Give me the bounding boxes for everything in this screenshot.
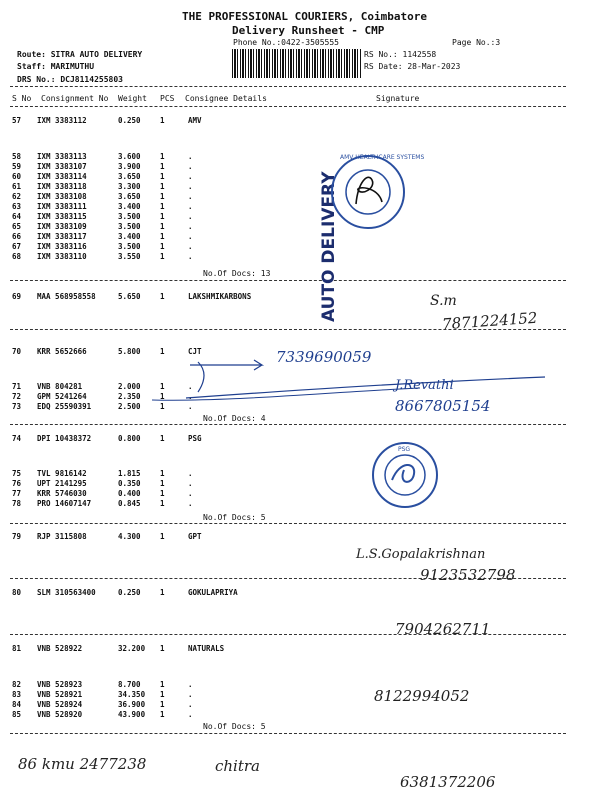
- cell-sno: 79: [12, 532, 22, 541]
- page-number: Page No.:3: [452, 38, 501, 47]
- col-consignee: Consignee Details: [185, 94, 267, 103]
- cell-pcs: 1: [160, 532, 165, 541]
- cell-wt: 4.300: [118, 532, 141, 541]
- cell-cno: IXM 3383112: [37, 116, 87, 125]
- cell-cno: IXM 3383107: [37, 162, 87, 171]
- cell-sno: 76: [12, 479, 22, 488]
- cell-wt: 2.500: [118, 402, 141, 411]
- cell-con: .: [188, 499, 193, 508]
- drs-number: DRS No.: DCJ8114255803: [17, 75, 123, 84]
- docs-count: No.Of Docs: 4: [203, 414, 266, 423]
- col-signature: Signature: [376, 94, 420, 103]
- phone-82: 8122994052: [374, 687, 470, 705]
- cell-sno: 83: [12, 690, 22, 699]
- cell-con: CJT: [188, 347, 202, 356]
- cell-wt: 34.350: [118, 690, 146, 699]
- cell-con: .: [188, 402, 193, 411]
- cell-con: .: [188, 252, 193, 261]
- cell-pcs: 1: [160, 192, 165, 201]
- cell-wt: 5.800: [118, 347, 141, 356]
- cell-con: .: [188, 479, 193, 488]
- cell-pcs: 1: [160, 499, 165, 508]
- cell-cno: IXM 3383113: [37, 152, 87, 161]
- cell-cno: GPM 5241264: [37, 392, 87, 401]
- cell-sno: 80: [12, 588, 22, 597]
- cell-wt: 0.800: [118, 434, 141, 443]
- cell-con: .: [188, 182, 193, 191]
- cell-pcs: 1: [160, 222, 165, 231]
- cell-sno: 68: [12, 252, 22, 261]
- docs-count: No.Of Docs: 5: [203, 513, 266, 522]
- cell-pcs: 1: [160, 644, 165, 653]
- cell-pcs: 1: [160, 700, 165, 709]
- cell-sno: 61: [12, 182, 22, 191]
- cell-sno: 78: [12, 499, 22, 508]
- cell-wt: 2.350: [118, 392, 141, 401]
- cell-con: .: [188, 489, 193, 498]
- col-consignment: Consignment No: [41, 94, 109, 103]
- cell-pcs: 1: [160, 479, 165, 488]
- cell-cno: IXM 3383110: [37, 252, 87, 261]
- footer-vehicle: 86 kmu 2477238: [18, 755, 147, 773]
- cell-wt: 0.250: [118, 116, 141, 125]
- cell-cno: IXM 3383111: [37, 202, 87, 211]
- cell-sno: 63: [12, 202, 22, 211]
- cell-con: .: [188, 162, 193, 171]
- cell-pcs: 1: [160, 489, 165, 498]
- cell-cno: VNB 528921: [37, 690, 83, 699]
- cell-wt: 0.350: [118, 479, 141, 488]
- cell-con: .: [188, 212, 193, 221]
- cell-wt: 3.400: [118, 202, 141, 211]
- cell-pcs: 1: [160, 182, 165, 191]
- cell-sno: 69: [12, 292, 22, 301]
- rs-number: RS No.: 1142558: [364, 50, 437, 59]
- cell-con: PSG: [188, 434, 202, 443]
- cell-sno: 72: [12, 392, 22, 401]
- cell-con: .: [188, 710, 193, 719]
- cell-sno: 66: [12, 232, 22, 241]
- cell-sno: 57: [12, 116, 22, 125]
- cell-pcs: 1: [160, 252, 165, 261]
- staff-label: Staff: MARIMUTHU: [17, 62, 95, 71]
- cell-con: .: [188, 192, 193, 201]
- cell-pcs: 1: [160, 434, 165, 443]
- cell-wt: 3.400: [118, 232, 141, 241]
- route-label: Route: SITRA AUTO DELIVERY: [17, 50, 143, 59]
- signature-72: J.Revathi: [395, 378, 454, 393]
- cell-sno: 70: [12, 347, 22, 356]
- cell-pcs: 1: [160, 347, 165, 356]
- footer-name: chitra: [215, 757, 260, 775]
- cell-cno: KRR 5746030: [37, 489, 87, 498]
- phone-72: 8667805154: [395, 397, 491, 415]
- cell-pcs: 1: [160, 162, 165, 171]
- col-weight: Weight: [118, 94, 147, 103]
- cell-cno: KRR 5652666: [37, 347, 87, 356]
- cell-con: NATURALS: [188, 644, 225, 653]
- phone-number: Phone No.:0422-3505555: [233, 38, 339, 47]
- cell-pcs: 1: [160, 116, 165, 125]
- cell-wt: 1.815: [118, 469, 141, 478]
- cell-con: .: [188, 700, 193, 709]
- cell-cno: VNB 528922: [37, 644, 83, 653]
- docs-count: No.Of Docs: 13: [203, 269, 271, 278]
- cell-wt: 32.200: [118, 644, 146, 653]
- cell-cno: VNB 528924: [37, 700, 83, 709]
- cell-con: .: [188, 690, 193, 699]
- cell-pcs: 1: [160, 242, 165, 251]
- cell-sno: 85: [12, 710, 22, 719]
- signature-69: S.m: [430, 293, 457, 309]
- cell-sno: 75: [12, 469, 22, 478]
- cell-sno: 58: [12, 152, 22, 161]
- cell-con: .: [188, 242, 193, 251]
- cell-wt: 3.650: [118, 192, 141, 201]
- cell-sno: 84: [12, 700, 22, 709]
- cell-cno: IXM 3383114: [37, 172, 87, 181]
- cell-wt: 5.650: [118, 292, 141, 301]
- cell-con: .: [188, 382, 193, 391]
- cell-sno: 65: [12, 222, 22, 231]
- cell-pcs: 1: [160, 292, 165, 301]
- cell-cno: IXM 3383117: [37, 232, 87, 241]
- cell-sno: 71: [12, 382, 22, 391]
- cell-con: .: [188, 222, 193, 231]
- cell-cno: PRO 14607147: [37, 499, 92, 508]
- cell-cno: IXM 3383109: [37, 222, 87, 231]
- cell-wt: 3.500: [118, 242, 141, 251]
- col-pcs: PCS: [160, 94, 175, 103]
- cell-cno: IXM 3383118: [37, 182, 87, 191]
- amv-seal-text: AMV HEALTHCARE SYSTEMS: [340, 154, 425, 161]
- cell-wt: 3.500: [118, 222, 141, 231]
- cell-wt: 36.900: [118, 700, 146, 709]
- cell-con: .: [188, 172, 193, 181]
- cell-con: .: [188, 202, 193, 211]
- psg-seal-text: PSG: [398, 446, 411, 453]
- signature-70: 7339690059: [276, 348, 372, 366]
- cell-pcs: 1: [160, 469, 165, 478]
- signature-79: L.S.Gopalakrishnan: [356, 547, 486, 562]
- cell-pcs: 1: [160, 588, 165, 597]
- cell-cno: EDQ 25590391: [37, 402, 92, 411]
- cell-sno: 64: [12, 212, 22, 221]
- cell-sno: 62: [12, 192, 22, 201]
- cell-wt: 3.550: [118, 252, 141, 261]
- cell-sno: 82: [12, 680, 22, 689]
- cell-wt: 3.650: [118, 172, 141, 181]
- cell-cno: VNB 528923: [37, 680, 83, 689]
- cell-wt: 0.845: [118, 499, 141, 508]
- cell-con: GPT: [188, 532, 202, 541]
- cell-cno: RJP 3115808: [37, 532, 87, 541]
- cell-con: GOKULAPRIYA: [188, 588, 238, 597]
- cell-wt: 43.900: [118, 710, 146, 719]
- cell-sno: 59: [12, 162, 22, 171]
- footer-phone: 6381372206: [400, 773, 496, 791]
- cell-con: .: [188, 680, 193, 689]
- cell-con: .: [188, 152, 193, 161]
- cell-pcs: 1: [160, 152, 165, 161]
- cell-sno: 74: [12, 434, 22, 443]
- phone-79: 9123532798: [420, 566, 516, 584]
- company-title: THE PROFESSIONAL COURIERS, Coimbatore: [182, 10, 428, 23]
- cell-cno: IXM 3383116: [37, 242, 87, 251]
- cell-pcs: 1: [160, 232, 165, 241]
- doc-title: Delivery Runsheet - CMP: [232, 24, 385, 37]
- cell-cno: IXM 3383108: [37, 192, 87, 201]
- cell-pcs: 1: [160, 202, 165, 211]
- cell-con: .: [188, 232, 193, 241]
- cell-wt: 3.300: [118, 182, 141, 191]
- phone-69: 7871224152: [441, 308, 538, 334]
- cell-wt: 3.600: [118, 152, 141, 161]
- cell-cno: VNB 528920: [37, 710, 83, 719]
- cell-con: LAKSHMIKARBONS: [188, 292, 252, 301]
- cell-con: AMV: [188, 116, 202, 125]
- cell-pcs: 1: [160, 680, 165, 689]
- cell-pcs: 1: [160, 382, 165, 391]
- cell-wt: 3.900: [118, 162, 141, 171]
- cell-pcs: 1: [160, 402, 165, 411]
- phone-80: 7904262711: [395, 620, 491, 638]
- cell-wt: 0.250: [118, 588, 141, 597]
- cell-sno: 60: [12, 172, 22, 181]
- rs-date: RS Date: 28-Mar-2023: [364, 62, 461, 71]
- cell-wt: 3.500: [118, 212, 141, 221]
- cell-sno: 73: [12, 402, 22, 411]
- cell-cno: DPI 10438372: [37, 434, 92, 443]
- cell-cno: TVL 9816142: [37, 469, 87, 478]
- cell-pcs: 1: [160, 690, 165, 699]
- cell-wt: 0.400: [118, 489, 141, 498]
- cell-cno: MAA 568958558: [37, 292, 96, 301]
- cell-sno: 77: [12, 489, 22, 498]
- cell-pcs: 1: [160, 212, 165, 221]
- cell-pcs: 1: [160, 710, 165, 719]
- cell-pcs: 1: [160, 392, 165, 401]
- cell-sno: 67: [12, 242, 22, 251]
- cell-cno: UPT 2141295: [37, 479, 87, 488]
- docs-count: No.Of Docs: 5: [203, 722, 266, 731]
- cell-sno: 81: [12, 644, 22, 653]
- cell-cno: SLM 310563400: [37, 588, 96, 597]
- cell-pcs: 1: [160, 172, 165, 181]
- cell-cno: IXM 3383115: [37, 212, 87, 221]
- cell-cno: VNB 804281: [37, 382, 83, 391]
- cell-con: .: [188, 469, 193, 478]
- cell-wt: 8.700: [118, 680, 141, 689]
- cell-wt: 2.000: [118, 382, 141, 391]
- col-sno: S No: [12, 94, 32, 103]
- cell-con: .: [188, 392, 193, 401]
- auto-delivery-stamp: AUTO DELIVERY: [319, 171, 339, 322]
